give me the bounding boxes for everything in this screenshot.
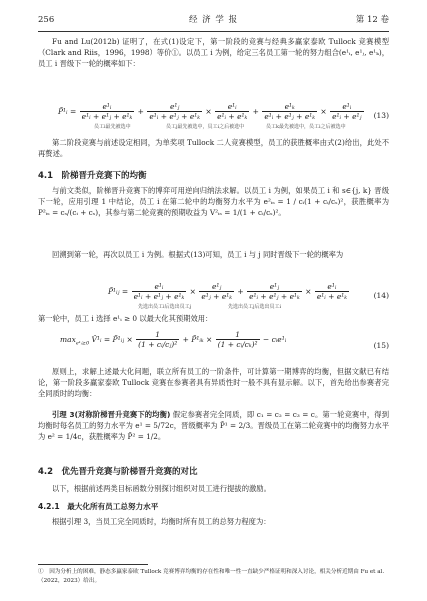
equation-13-number: (13) <box>373 111 389 120</box>
header-rule <box>38 31 389 32</box>
eq14-label-1: 先选出员工i后选出员工j <box>138 304 192 310</box>
section-4-1-paragraph-d <box>38 367 389 400</box>
equation-15 <box>38 330 389 360</box>
intro-text: Fu and Lu(2012b) 证明了，在式(1)设定下，第一阶段的竞赛与经典多赢家泰欧 Tullock 竞赛模型（Clark and Riis，1996，1998）等价①。以员工 i 为例，给定三名员工第一轮的努力组合(e¹ᵢ, e¹ⱼ, e¹ₖ)，员工 i 晋级下一轮的概率如下： <box>38 37 389 68</box>
equation-13-body: P̃¹ᵢ = $\frac{\text{e¹ᵢ}}{\text{e¹ᵢ + e¹ⱼ + e¹ₖ}}$ + $\frac{\text{e¹ⱼ}}{\text{e¹ᵢ + e¹ⱼ + e¹ₖ}}$ × $\frac{\text{e¹ᵢ}}{\text{e¹ᵢ + e¹ₖ}}$ + $\frac{\text{e¹ₖ}}{\text{e¹ᵢ + e¹ⱼ + e¹ₖ}}$ × $\frac{\text{e¹ᵢ}}{\text{e¹ᵢ + e¹ⱼ}}$ <box>58 102 362 122</box>
equation-14-body: P̃¹ᵢⱼ = $\frac{\text{e¹ᵢ}}{\text{e¹ᵢ + e¹ⱼ + e¹ₖ}}$ × $\frac{\text{e¹ⱼ}}{\text{e¹ⱼ + e¹ₖ}}$ + $\frac{\text{e¹ⱼ}}{\text{e¹ᵢ + e¹ⱼ + e¹ₖ}}$ × $\frac{\text{e¹ᵢ}}{\text{e¹ᵢ + e¹ₖ}}$ <box>108 282 347 302</box>
eq13-label-2: 员工j最先被选中，员工i之后被选中 <box>166 124 245 130</box>
lemma-3-text: 假定参赛者完全同质，即 c₁ = c₂ = c₃ = c。第一轮竞赛中，得到均衡时每名员工的努力水平为 e¹ = 5/72c，晋级概率为 P̄¹ = 2/3。晋级员工在第二轮竞赛中的均衡努力水平为 e² = 1/4c，获胜概率为 P̄² = 1/2。 <box>38 410 389 441</box>
eq13-label-1: 员工i最先被选中 <box>94 124 131 130</box>
equation-15-body: $\max_{e^1ᵢ\ge 0}$ V̂¹ᵢ = P̃¹ᵢⱼ × $\frac{1}{\text{(1 + cᵢ/cⱼ)²}}$ + P̃¹ᵢₖ × $\frac{1}{\text{(1 + cᵢ/cₖ)²}}$ − cᵢe¹ᵢ <box>60 330 287 350</box>
eq14-label-2: 先选出员工j后选出员工i <box>228 304 282 310</box>
footnote-rule <box>38 564 148 565</box>
after13-paragraph <box>38 138 389 160</box>
section-4-1-paragraph-c <box>38 314 389 325</box>
para-41b-text: 回溯到第一轮，再次以员工 i 为例。根据式(13)可知，员工 i 与 j 同时晋级下一轮的概率为 <box>52 250 344 259</box>
subsection-4-2-1-paragraph <box>38 517 389 528</box>
section-4-2-heading: 4.2 优先晋升竞赛与阶梯晋升竞赛的对比 <box>38 467 198 477</box>
equation-14 <box>38 282 389 308</box>
intro-paragraph <box>38 37 389 70</box>
subsection-4-2-1-heading: 4.2.1 最大化所有员工总努力水平 <box>38 502 159 511</box>
lemma-3 <box>38 410 389 443</box>
eq13-label-3: 员工k最先被选中，员工i之后被选中 <box>266 124 346 130</box>
equation-13 <box>38 102 389 128</box>
equation-14-number: (14) <box>373 291 389 300</box>
para-41a-text: 与前文类似，阶梯晋升竞赛下的博弈可用逆向归纳法求解。以员工 i 为例，如果员工 i 和 s∈{j, k} 晋级下一轮，应用引理 1 中结论，员工 i 在第二轮中的均衡努力水平为 e²ᵢₛ = 1 / cᵢ(1 + cᵢ/cₛ)²，获胜概率为 P²ᵢₛ = cₛ/(cᵢ + cₛ)，其参与第二轮竞赛的预期收益为 V²ᵢₛ = 1/(1 + cᵢ/cₛ)²。 <box>38 186 389 217</box>
section-4-2-paragraph <box>38 484 389 495</box>
equation-15-number: (15) <box>373 341 389 350</box>
section-4-1-paragraph-b <box>38 250 389 261</box>
lemma-3-title: 引理 3(对称阶梯晋升竞赛下的均衡) <box>52 410 171 419</box>
page-number: 256 <box>38 15 55 25</box>
issue-label: 第 12 卷 <box>355 15 389 25</box>
para-41d-text: 原则上，求解上述最大化问题，联立所有员工的一阶条件，可计算第一期博弈的均衡，但据文献已有结论，第一阶段多赢家泰欧 Tullock 竞赛在参赛者具有异质性时一般不具有显示解。以下，首先给出参赛者完全同质时的均衡： <box>38 367 389 398</box>
para-42-text: 以下，根据前述两类目标函数分别探讨组织对员工进行提拔的激励。 <box>52 484 271 493</box>
section-4-1-heading: 4.1 阶梯晋升竞赛下的均衡 <box>38 171 147 181</box>
footnote: ① 因为分析上的困难，静态多赢家泰欧 Tullock 竞赛博弈均衡的存在性和唯一性一直缺少严格证明和深入讨论，相关分析近期由 Fu et al.（2022，2023）给出。 <box>38 569 385 584</box>
after13-text: 第二阶段竞赛与前述设定相同，为单奖项 Tullock 二人竞赛模型，员工的获胜概率由式(2)给出，此处不再赘述。 <box>38 138 389 158</box>
para-421-text: 根据引理 3，当员工完全同质时，均衡时所有员工的总努力程度为： <box>52 517 271 526</box>
section-4-1-paragraph-a <box>38 186 389 219</box>
para-41c-text: 第一轮中，员工 i 选择 e¹ᵢ ≥ 0 以最大化其预期效用： <box>38 314 213 323</box>
journal-title: 经 济 学 报 <box>188 15 239 25</box>
